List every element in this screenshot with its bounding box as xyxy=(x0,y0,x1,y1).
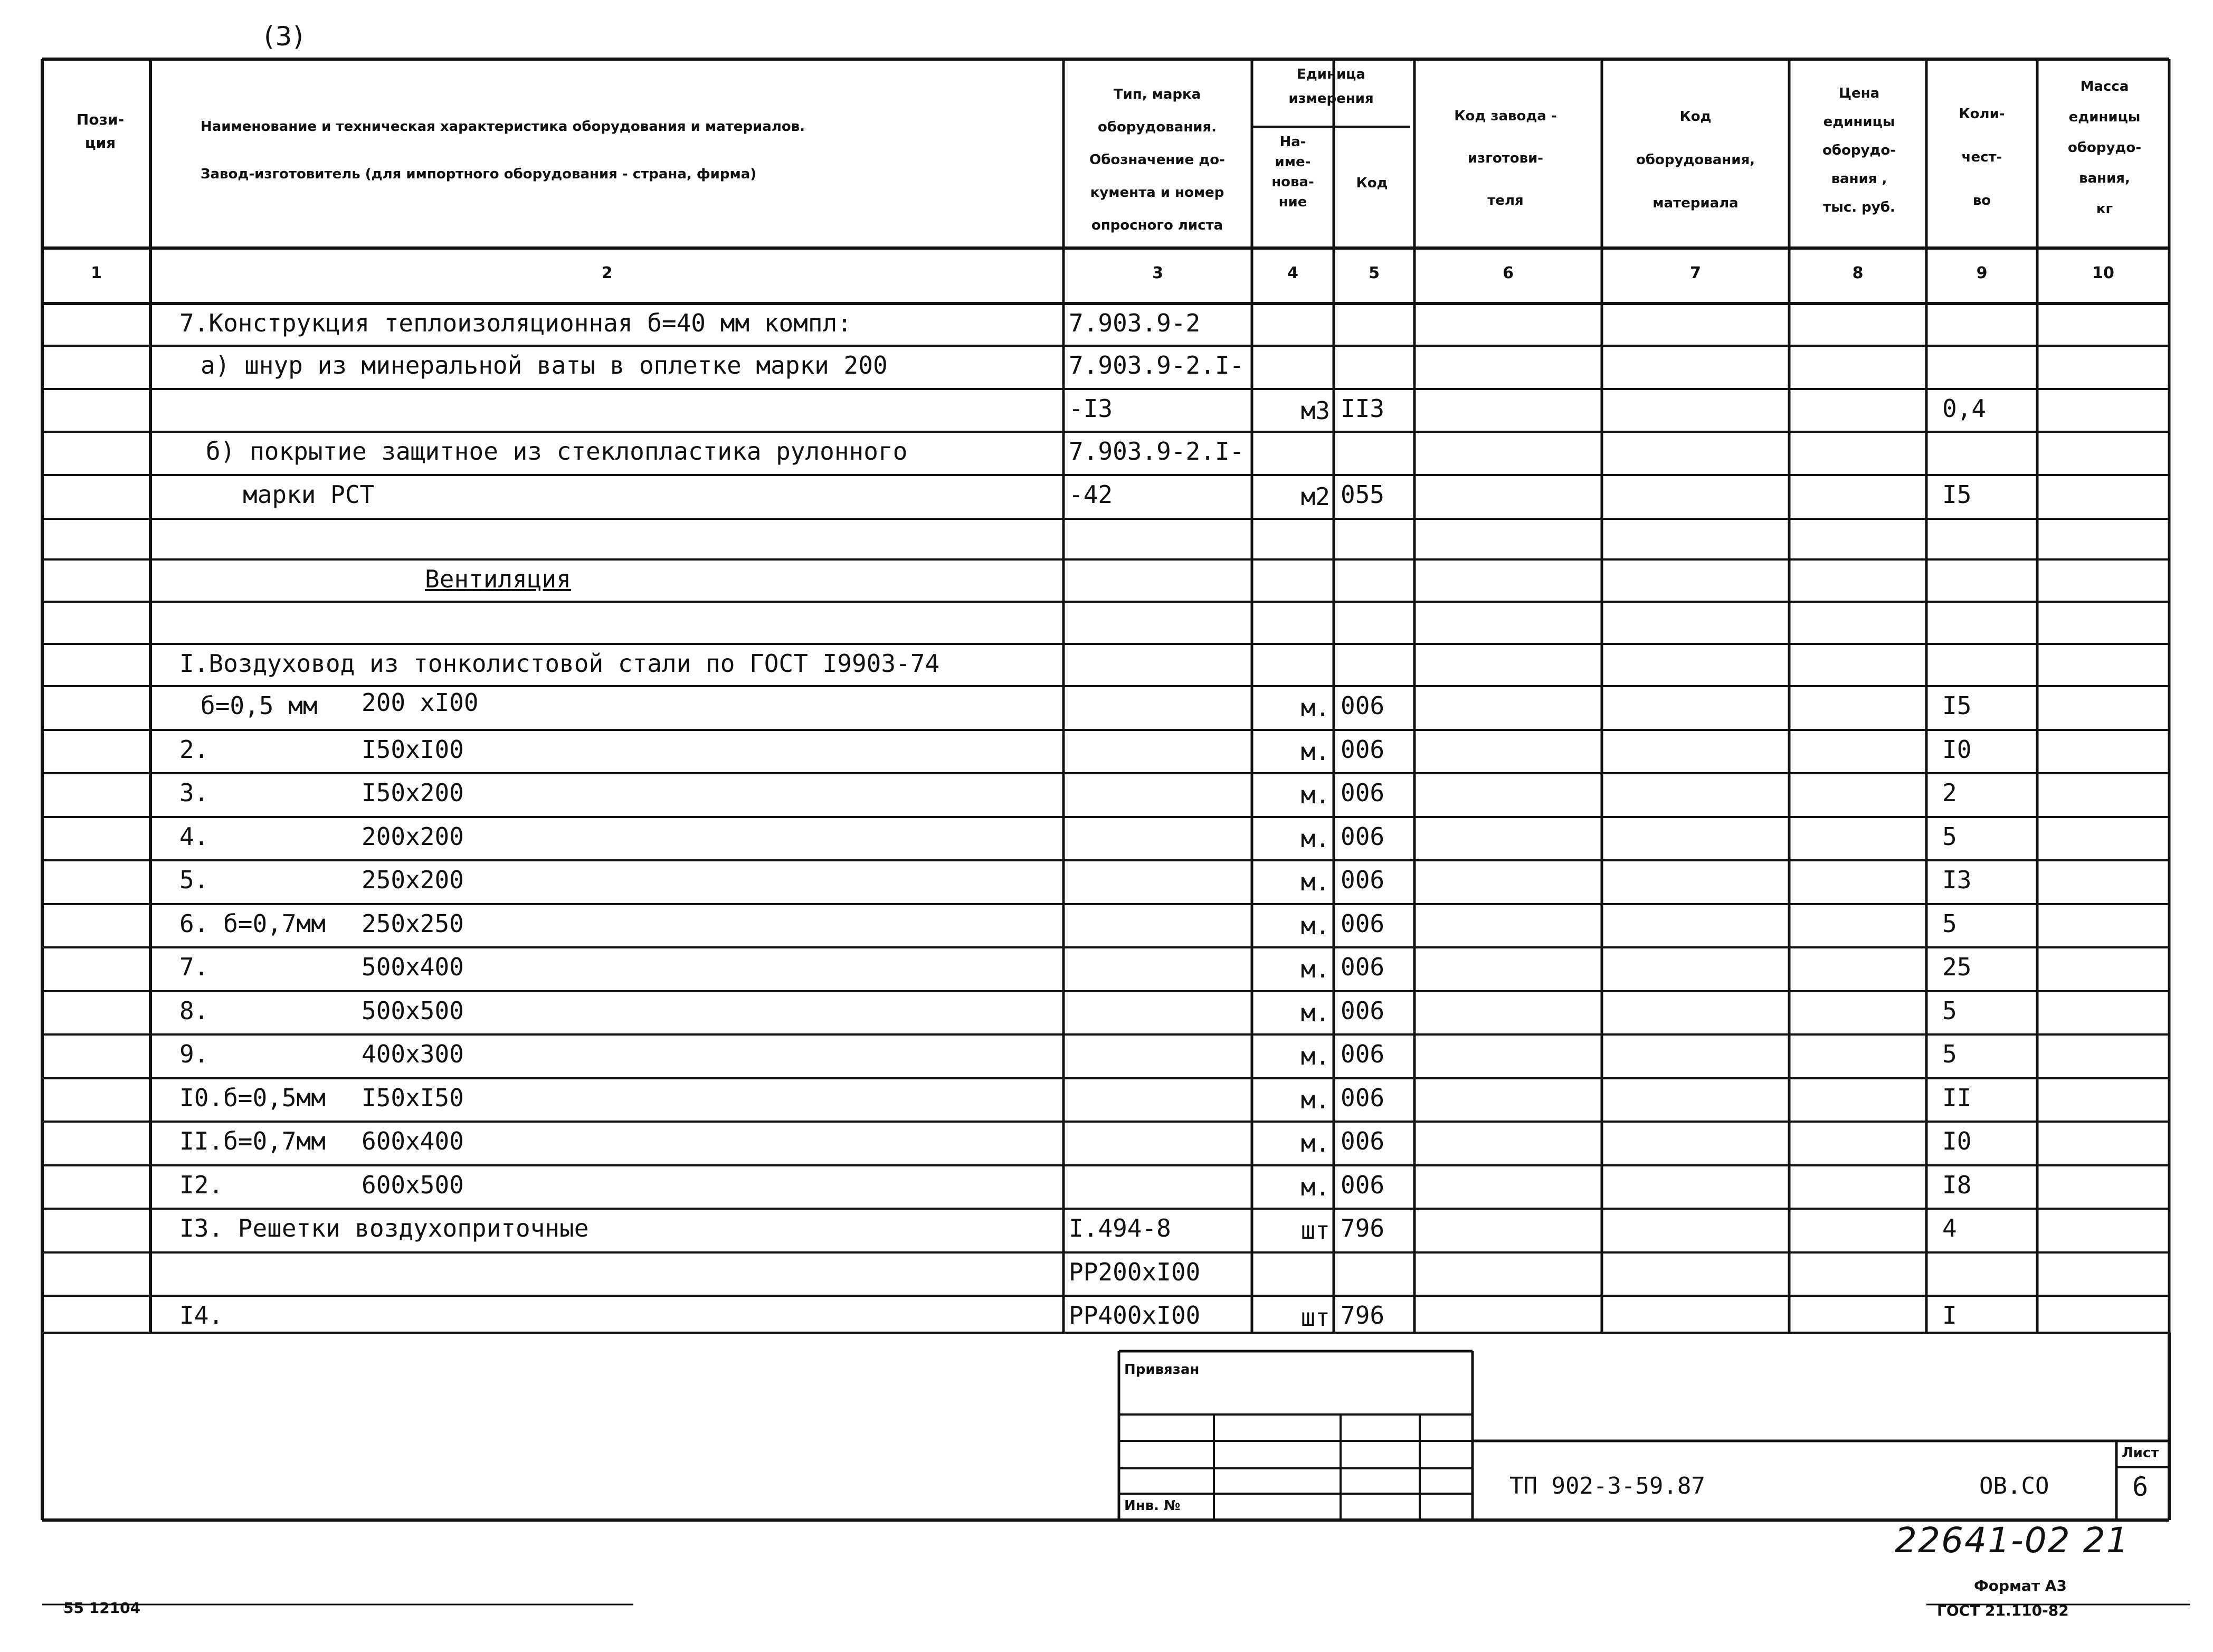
header-factory-code: Код завода - изготови- теля xyxy=(1454,108,1557,208)
row-quantity: I0 xyxy=(1942,1127,1972,1155)
row-unit: м. xyxy=(1300,999,1330,1027)
row-code: 006 xyxy=(1341,1171,1385,1199)
row-name: б) покрытие защитное из стеклопластика рулонного xyxy=(206,437,908,466)
row-unit: м. xyxy=(1300,868,1330,896)
row-name: 3. xyxy=(179,778,209,807)
row-quantity: 5 xyxy=(1942,1040,1957,1068)
sheet-number: 6 xyxy=(2132,1471,2149,1502)
row-unit: м. xyxy=(1300,1129,1330,1157)
row-size: I50хI50 xyxy=(362,1084,464,1112)
row-quantity: 5 xyxy=(1942,996,1957,1025)
row-name: I4. xyxy=(179,1301,224,1330)
row-code: 796 xyxy=(1341,1301,1385,1330)
row-name: II.б=0,7мм xyxy=(179,1127,326,1155)
row-type: 7.903.9-2.I- xyxy=(1069,351,1245,379)
row-size: 200х200 xyxy=(362,822,464,851)
row-size: 600х400 xyxy=(362,1127,464,1155)
row-unit: м2 xyxy=(1300,482,1330,511)
doc-mark: ОВ.СО xyxy=(1979,1473,2049,1499)
row-unit: м. xyxy=(1300,955,1330,983)
header-price: Цена единицы оборудо- вания , тыс. руб. xyxy=(1822,86,1896,215)
row-type: РР200хI00 xyxy=(1069,1258,1201,1286)
row-type: 7.903.9-2 xyxy=(1069,309,1201,337)
row-quantity: 2 xyxy=(1942,778,1957,807)
stamp-privyazan: Привязан xyxy=(1124,1362,1200,1378)
row-code: 006 xyxy=(1341,953,1385,981)
row-unit: м3 xyxy=(1300,396,1330,425)
column-number: 10 xyxy=(2092,264,2114,282)
row-quantity: 5 xyxy=(1942,909,1957,938)
row-code: 006 xyxy=(1341,735,1385,764)
handwritten-number: 22641-02 21 xyxy=(1895,1520,2130,1561)
row-code: II3 xyxy=(1341,394,1385,423)
header-unit-code: Код xyxy=(1356,175,1388,191)
row-name: б=0,5 мм xyxy=(201,691,318,720)
row-size: 400х300 xyxy=(362,1040,464,1068)
row-name: 9. xyxy=(179,1040,209,1068)
row-code: 006 xyxy=(1341,691,1385,720)
header-mass: Масса единицы оборудо- вания, кг xyxy=(2067,79,2142,217)
row-code: 006 xyxy=(1341,909,1385,938)
row-type: -I3 xyxy=(1069,394,1113,423)
row-size: 250х250 xyxy=(362,909,464,938)
column-number: 6 xyxy=(1503,264,1514,282)
row-code: 006 xyxy=(1341,778,1385,807)
column-number: 8 xyxy=(1852,264,1864,282)
row-quantity: I3 xyxy=(1942,866,1972,894)
row-name: I0.б=0,5мм xyxy=(179,1084,326,1112)
row-name: марки РСТ xyxy=(243,480,375,509)
row-unit: шт xyxy=(1300,1303,1330,1332)
sheet-label: Лист xyxy=(2122,1445,2159,1461)
row-type: РР400хI00 xyxy=(1069,1301,1201,1330)
row-name: 5. xyxy=(179,866,209,894)
header-type: Тип, марка оборудования. Обозначение до- кумента и номер опросного листа xyxy=(1089,87,1225,233)
row-size: 200 хI00 xyxy=(362,688,479,717)
format-label: Формат А3 xyxy=(1974,1577,2067,1594)
row-unit: м. xyxy=(1300,1086,1330,1114)
row-quantity: I5 xyxy=(1942,691,1972,720)
row-quantity: I0 xyxy=(1942,735,1972,764)
row-quantity: I5 xyxy=(1942,480,1972,509)
row-unit: м. xyxy=(1300,781,1330,809)
column-number: 5 xyxy=(1369,264,1380,282)
row-unit: м. xyxy=(1300,824,1330,853)
row-name: а) шнур из минеральной ваты в оплетке марки 200 xyxy=(201,351,888,379)
bottom-left-code: 55 12104 xyxy=(63,1599,141,1617)
header-name: Наименование и техническая характеристика оборудования и материалов. Завод-изготовитель (для импортного оборудования - страна, фирма) xyxy=(201,119,805,182)
row-code: 006 xyxy=(1341,1084,1385,1112)
gost-label: ГОСТ 21.110-82 xyxy=(1937,1602,2069,1619)
row-quantity: 25 xyxy=(1942,953,1972,981)
row-name: I.Воздуховод из тонколистовой стали по ГОСТ I9903-74 xyxy=(179,649,940,678)
header-unit-group: Единица измерения xyxy=(1288,67,1374,107)
row-quantity: I xyxy=(1942,1301,1957,1330)
row-name: I2. xyxy=(179,1171,224,1199)
row-unit: м. xyxy=(1300,1042,1330,1070)
row-code: 006 xyxy=(1341,1127,1385,1155)
row-type: I.494-8 xyxy=(1069,1214,1171,1242)
row-code: 006 xyxy=(1341,822,1385,851)
row-type: 7.903.9-2.I- xyxy=(1069,437,1245,466)
column-number: 3 xyxy=(1152,264,1163,282)
header-position: Пози- ция xyxy=(76,111,125,151)
row-name: 7.Конструкция теплоизоляционная б=40 мм компл: xyxy=(179,309,852,337)
row-name: Вентиляция xyxy=(425,565,571,593)
row-code: 006 xyxy=(1341,1040,1385,1068)
row-unit: м. xyxy=(1300,737,1330,766)
row-code: 796 xyxy=(1341,1214,1385,1242)
row-quantity: I8 xyxy=(1942,1171,1972,1199)
column-number: 4 xyxy=(1287,264,1298,282)
row-type: -42 xyxy=(1069,480,1113,509)
header-quantity: Коли- чест- во xyxy=(1959,106,2005,208)
row-name: 4. xyxy=(179,822,209,851)
column-number: 1 xyxy=(91,264,102,282)
column-number: 7 xyxy=(1690,264,1701,282)
row-quantity: II xyxy=(1942,1084,1972,1112)
stamp-inv-no: Инв. № xyxy=(1124,1498,1181,1514)
column-number: 2 xyxy=(601,264,613,282)
row-size: I50х200 xyxy=(362,778,464,807)
row-name: 2. xyxy=(179,735,209,764)
doc-code: ТП 902-3-59.87 xyxy=(1509,1473,1705,1499)
row-code: 055 xyxy=(1341,480,1385,509)
row-size: 600х500 xyxy=(362,1171,464,1199)
row-code: 006 xyxy=(1341,866,1385,894)
row-quantity: 4 xyxy=(1942,1214,1957,1242)
row-unit: м. xyxy=(1300,912,1330,940)
row-quantity: 5 xyxy=(1942,822,1957,851)
row-name: 7. xyxy=(179,953,209,981)
row-unit: м. xyxy=(1300,694,1330,722)
header-unit-name: На- име- нова- ние xyxy=(1271,134,1314,210)
row-name: 6. б=0,7мм xyxy=(179,909,326,938)
row-size: 500х400 xyxy=(362,953,464,981)
row-size: 250х200 xyxy=(362,866,464,894)
row-unit: м. xyxy=(1300,1173,1330,1201)
header-equipment-code: Код оборудования, материала xyxy=(1636,109,1755,211)
row-code: 006 xyxy=(1341,996,1385,1025)
row-name: 8. xyxy=(179,996,209,1025)
row-unit: шт xyxy=(1300,1216,1330,1245)
corner-mark: (3) xyxy=(264,21,305,52)
row-size: 500х500 xyxy=(362,996,464,1025)
row-quantity: 0,4 xyxy=(1942,394,1987,423)
column-number: 9 xyxy=(1976,264,1988,282)
row-size: I50хI00 xyxy=(362,735,464,764)
row-name: I3. Решетки воздухоприточные xyxy=(179,1214,589,1242)
